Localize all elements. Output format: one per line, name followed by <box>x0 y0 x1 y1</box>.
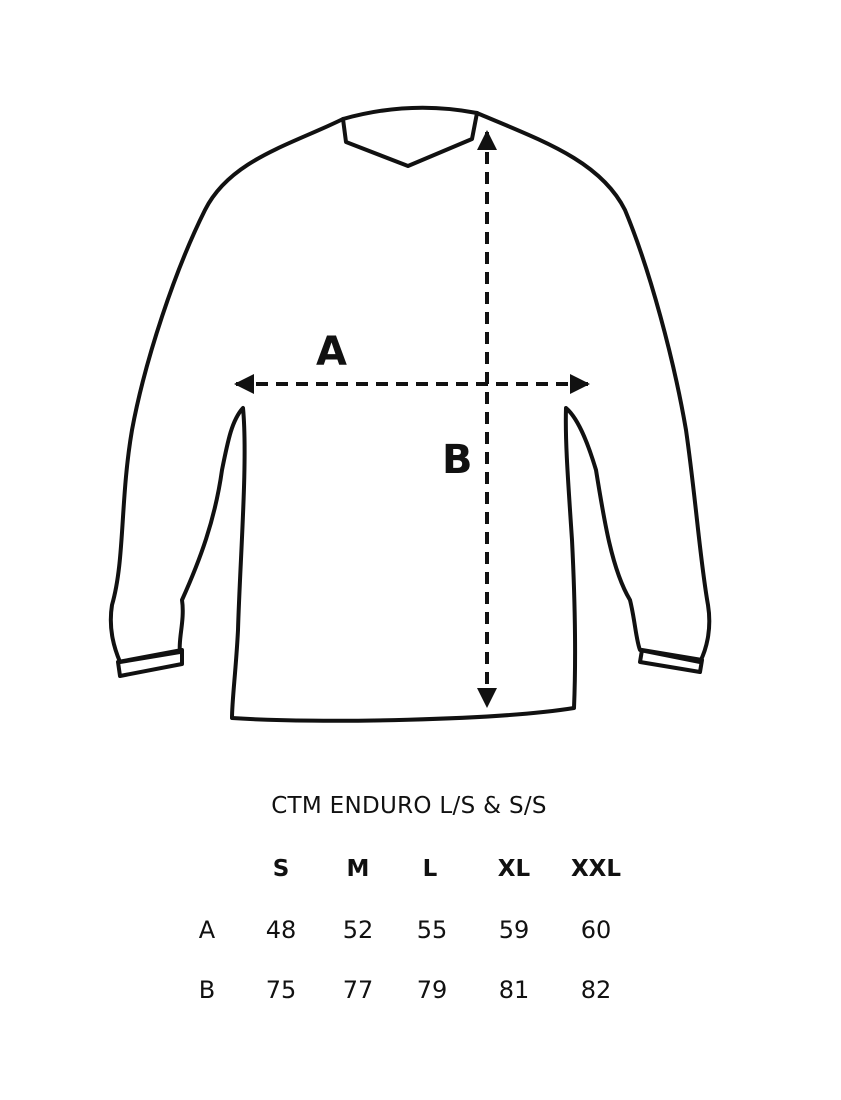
table-cell: 55 <box>416 916 448 944</box>
size-header-l: L <box>422 856 438 882</box>
collar-outline <box>343 108 477 166</box>
row-label-a: A <box>198 916 216 944</box>
table-cell: 52 <box>342 916 374 944</box>
table-cell: 82 <box>580 976 612 1004</box>
dimension-b-label: B <box>442 437 473 483</box>
size-header-xl: XL <box>497 856 531 882</box>
size-header-m: M <box>346 856 370 882</box>
row-label-b: B <box>198 976 216 1004</box>
dimension-a-label: A <box>316 329 347 375</box>
table-cell: 48 <box>265 916 297 944</box>
jersey-body-outline <box>111 113 709 721</box>
size-chart-title: CTM ENDURO L/S & S/S <box>271 793 547 819</box>
table-cell: 60 <box>580 916 612 944</box>
table-cell: 77 <box>342 976 374 1004</box>
table-cell: 59 <box>498 916 530 944</box>
table-cell: 79 <box>416 976 448 1004</box>
table-cell: 75 <box>265 976 297 1004</box>
size-header-s: S <box>272 856 290 882</box>
size-header-xxl: XXL <box>570 856 622 882</box>
table-cell: 81 <box>498 976 530 1004</box>
